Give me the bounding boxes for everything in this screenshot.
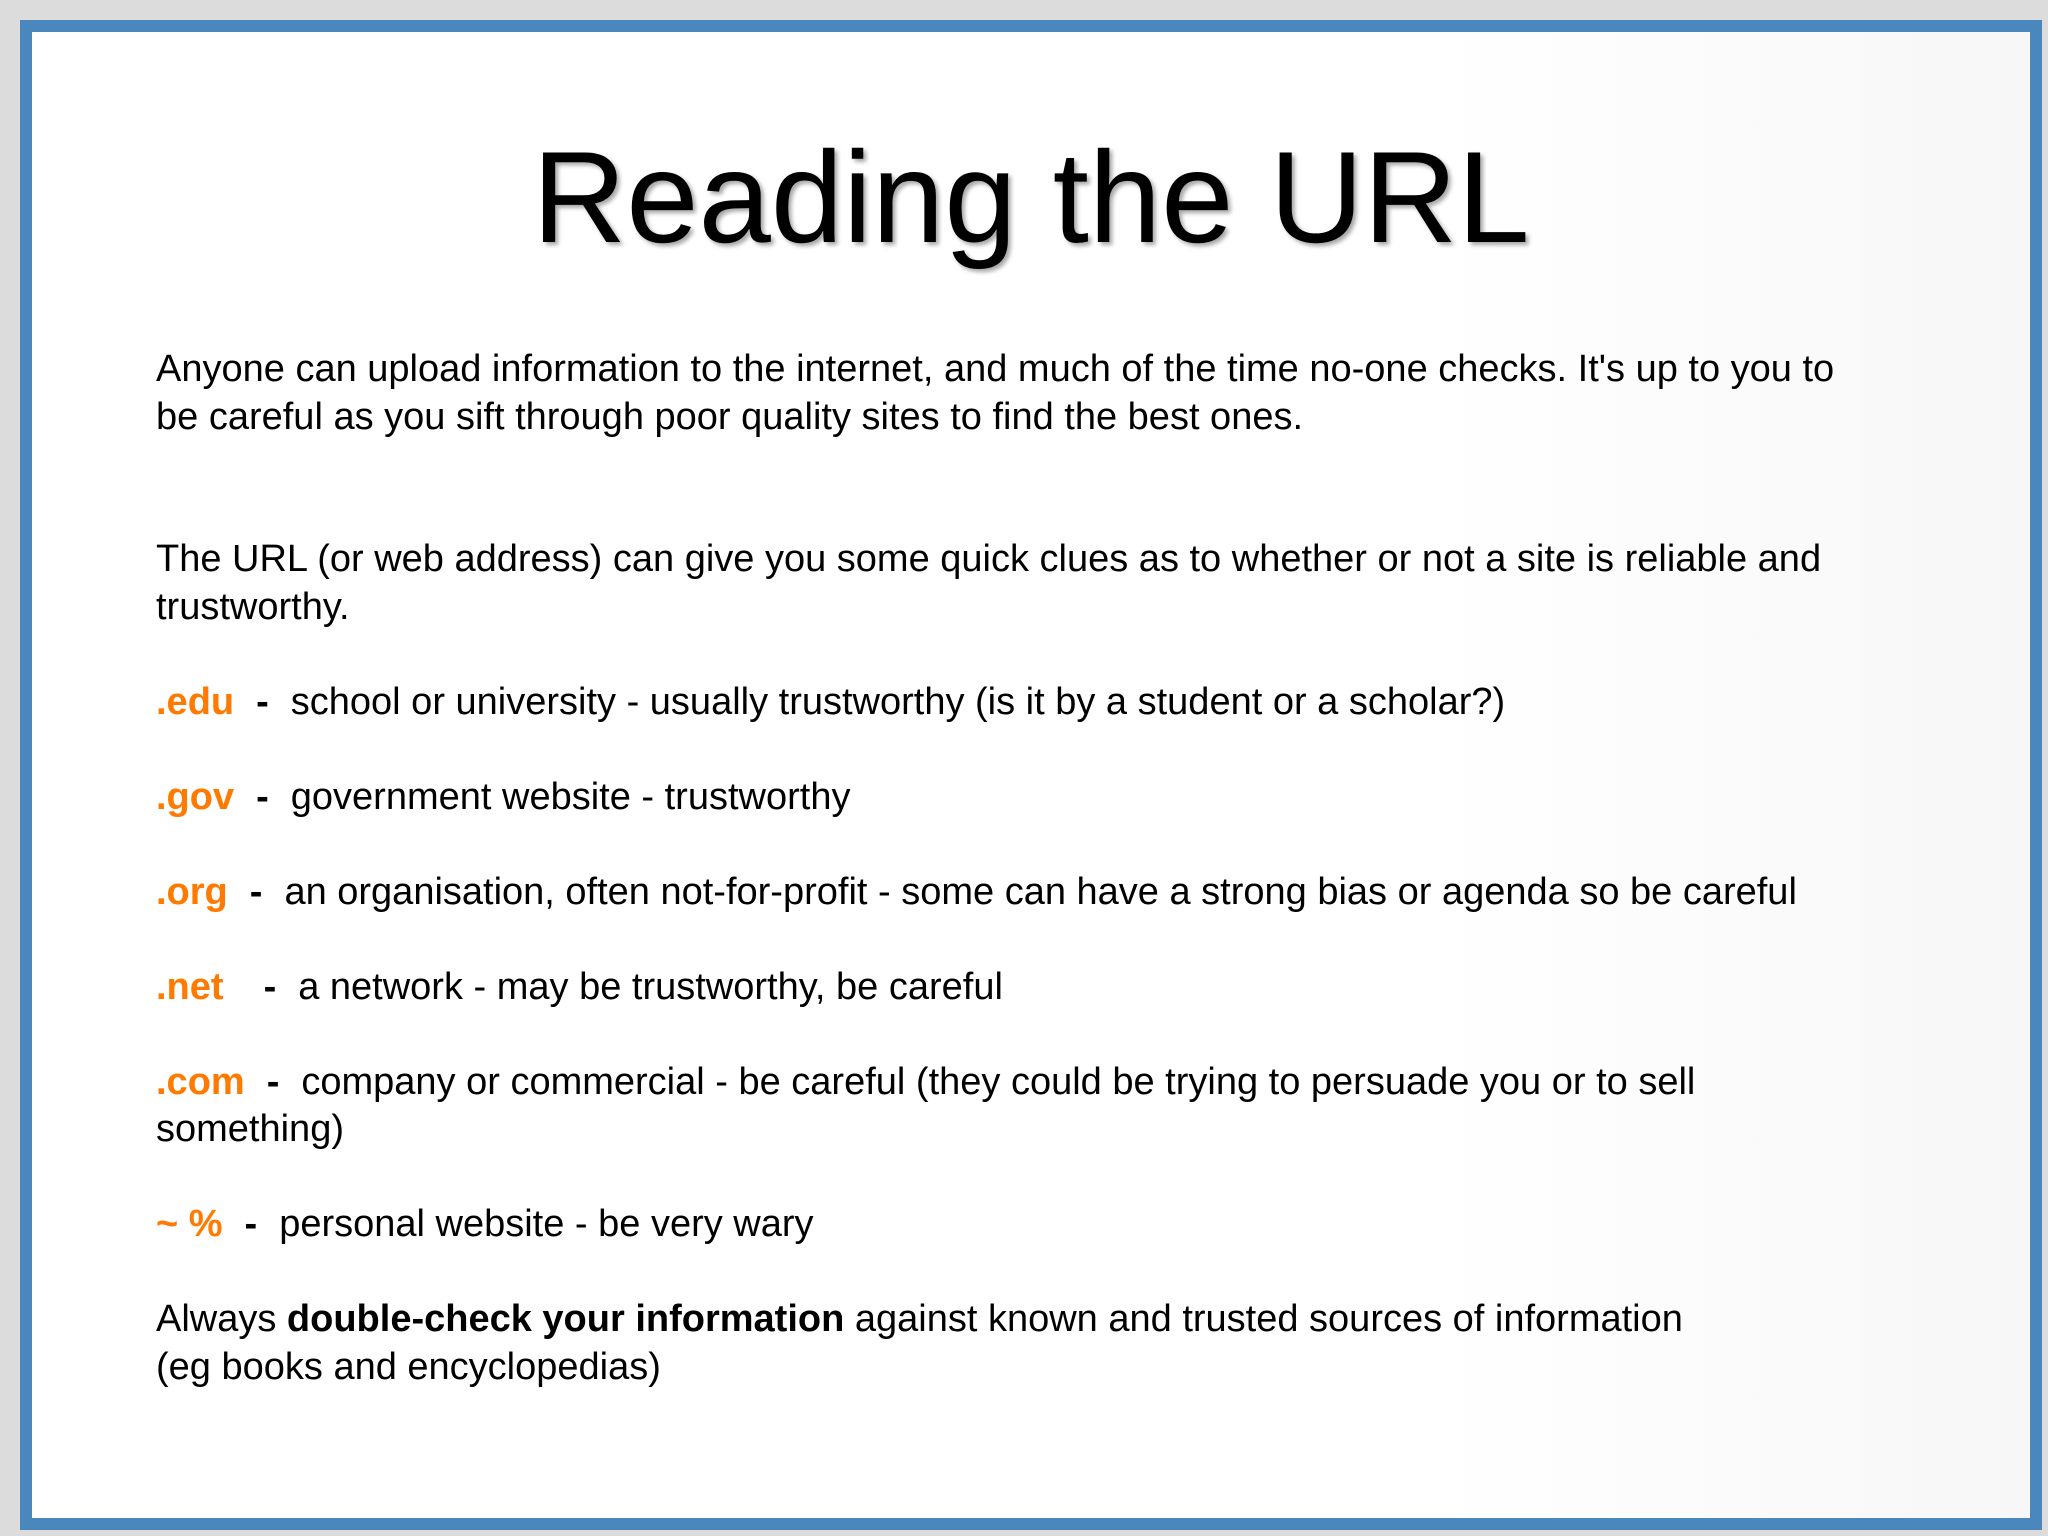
domain-row-personal bbox=[156, 1201, 1996, 1249]
slide-title: Reading the URL bbox=[532, 124, 1530, 270]
separator-dash: - bbox=[256, 775, 269, 818]
domain-ext-com: .com bbox=[156, 1060, 245, 1103]
url-line-1: The URL (or web address) can give you some quick clues as to whether or not a site is reliable and bbox=[156, 538, 1822, 580]
url-paragraph bbox=[156, 536, 1996, 631]
separator-dash: - bbox=[244, 1203, 258, 1245]
domain-row-net bbox=[156, 964, 1996, 1012]
intro-paragraph bbox=[156, 346, 1996, 441]
domain-desc-org: an organisation, often not-for-profit - some can have a strong bias or agenda so be careful bbox=[284, 870, 1797, 913]
domain-desc-com-line-2: something) bbox=[156, 1108, 344, 1150]
domain-row-org bbox=[156, 869, 1996, 917]
slide-body bbox=[156, 346, 1996, 1391]
closing-paragraph bbox=[156, 1296, 1996, 1391]
domain-ext-gov: .gov bbox=[156, 775, 235, 818]
slide bbox=[20, 20, 2042, 1530]
closing-prefix: Always bbox=[156, 1298, 287, 1340]
domain-desc-net: a network - may be trustworthy, be careful bbox=[298, 965, 1003, 1008]
intro-line-2: be careful as you sift through poor quality sites to find the best ones. bbox=[156, 395, 1304, 438]
intro-line-1: Anyone can upload information to the internet, and much of the time no-one checks. It's up to you to bbox=[156, 348, 1835, 390]
domain-row-gov bbox=[156, 774, 1996, 822]
domain-ext-edu: .edu bbox=[156, 680, 235, 723]
separator-dash: - bbox=[263, 965, 277, 1008]
url-line-2: trustworthy. bbox=[156, 585, 350, 628]
separator-dash: - bbox=[249, 870, 263, 913]
domain-desc-edu: school or university - usually trustworthy (is it by a student or a scholar?) bbox=[290, 680, 1506, 723]
closing-line-2: (eg books and encyclopedias) bbox=[156, 1345, 661, 1388]
domain-ext-org: .org bbox=[156, 870, 228, 913]
domain-row-com bbox=[156, 1059, 1996, 1154]
separator-dash: - bbox=[256, 680, 269, 723]
domain-row-edu bbox=[156, 679, 1996, 727]
domain-desc-gov: government website - trustworthy bbox=[290, 775, 851, 818]
domain-ext-net: .net bbox=[156, 965, 224, 1008]
closing-bold: double-check your information bbox=[286, 1298, 845, 1340]
domain-ext-personal: ~ % bbox=[156, 1203, 223, 1245]
domain-desc-personal: personal website - be very wary bbox=[279, 1203, 814, 1245]
domain-desc-com: company or commercial - be careful (they could be trying to persuade you or to sell bbox=[301, 1060, 1696, 1103]
separator-dash: - bbox=[266, 1060, 280, 1103]
closing-suffix: against known and trusted sources of information bbox=[844, 1298, 1683, 1340]
